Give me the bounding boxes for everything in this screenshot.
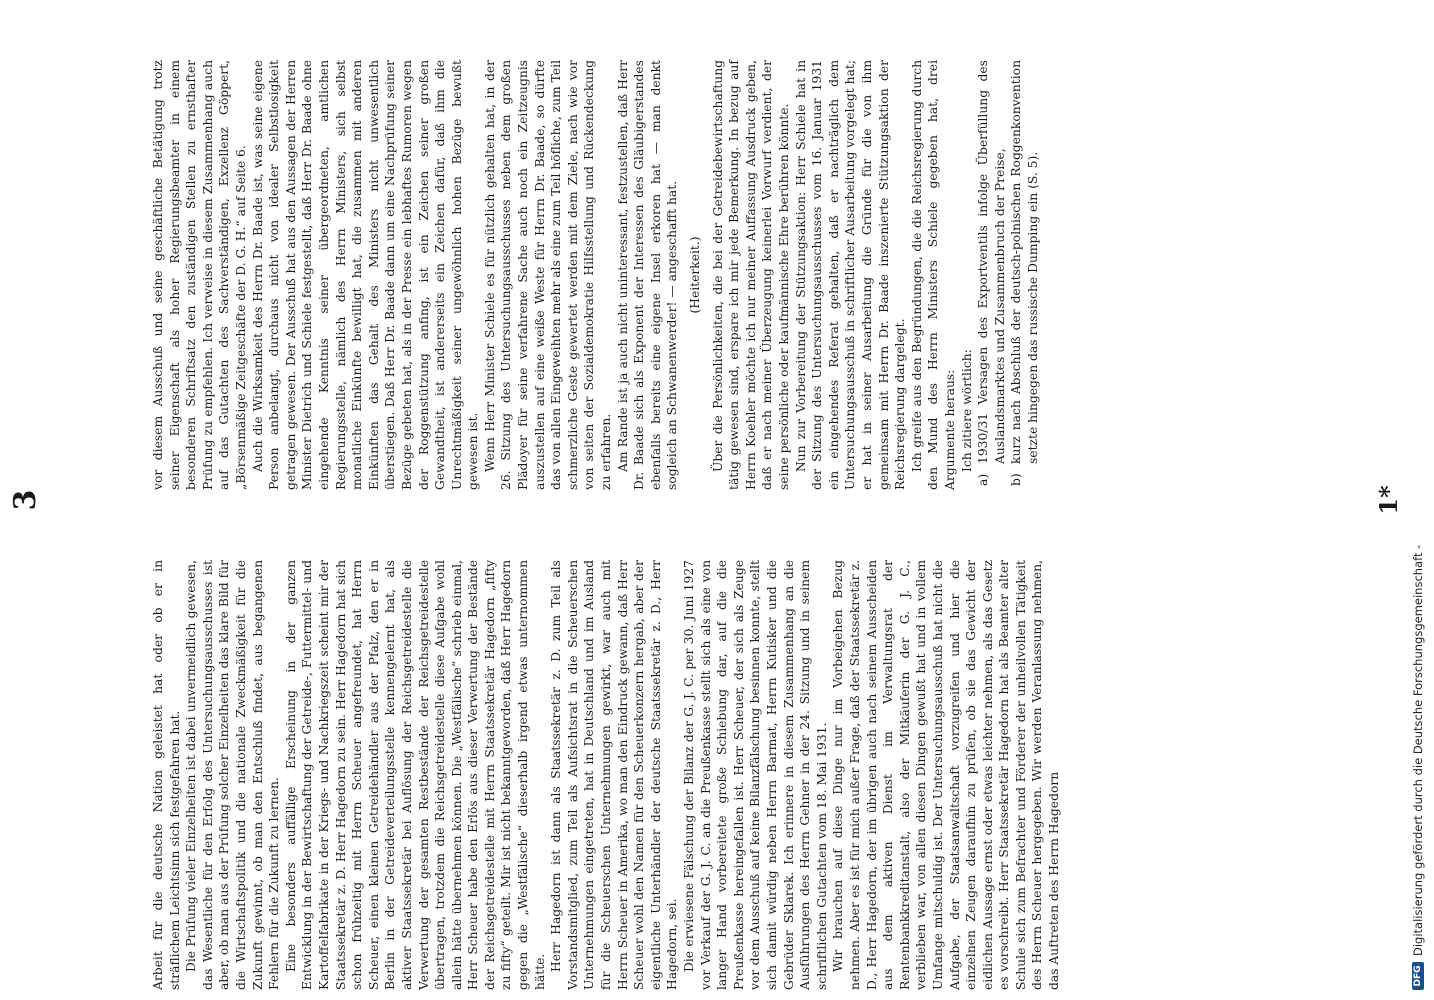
list-item-text: kurz nach Abschluß der deutsch-polnischen Roggenkonvention setzte hingegen das russische Dumping ein (S. 5). [1009, 60, 1040, 464]
paragraph: vor diesem Ausschuß und seine geschäftliche Betätigung trotz seiner Eigenschaft als hoher Regierungsbeamter in einem besonderen Schriftsatz den zuständigen Stellen zu ernsthafter Prüfung zu empfehlen. Ich verweise in diesem Zusammenhang auch auf das Gutachten des Sachverständigen, Exzellenz Göppert, „Börsenmäßige Zeitgeschäfte der D. G. H.“ auf Seite 6. [151, 60, 248, 490]
paragraph: Am Rande ist ja auch nicht uninteressant, festzustellen, daß Herr Dr. Baade sich als Exponent der Interessen des Gläubigerstandes ebenfalls bereits eine eigene Insel erkoren hat — man denkt sogleich an Schwanenwerder! — angeschafft hat. [615, 60, 680, 490]
paragraph: Die erwiesene Fälschung der Bilanz der G. J. C. per 30. Juni 1927 vor Verkauf der G. J. C. an die Preußenkasse stellt sich als eine von langer Hand vorbereitete große Schiebung dar, auf die die Preußenkasse hereingefallen ist. Herr Scheuer, der sich als Zeuge vor dem Ausschuß auf keine Bilanzfälschung besinnen konnte, stellt sich damit würdig neben Herrn Barmat, Herrn Kutisker und die Gebrüder Sklarek. Ich erinnere in diesem Zusammenhang an die Ausführungen des Herrn Gehner in der 24. Sitzung und in seinem schriftlichen Gutachten vom 18. Mai 1931. [682, 560, 829, 990]
text-column-right [150, 560, 1063, 990]
list-marker: b) [1009, 473, 1024, 486]
paragraph: Nun zur Vorbereitung der Stützungsaktion: Herr Schiele hat in der Sitzung des Untersuchungsausschusses vom 16. Januar 1931 ein eingehendes Referat gehalten, daß er nachträglich dem Untersuchungsausschuß in schriftlicher Ausarbeitung vorgelegt hat; er hat in seiner Ausarbeitung die Gründe für die von ihm gemeinsam mit Herrn Dr. Baade inszenierte Stützungsaktion der Reichsregierung dargelegt. [793, 60, 908, 490]
paragraph: Wenn Herr Minister Schiele es für nützlich gehalten hat, in der 26. Sitzung des Untersuchungsausschusses neben dem großen Plädoyer für seine verfahrene Sache auch noch ein Zeitzeugnis auszustellen auf eine weiße Weste für Herrn Dr. Baade, so dürfte das von allen Eingeweihten mehr als eine zum Teil höfliche, zum Teil schmerzliche Geste gewertet werden mit dem Ziele, nach wie vor von seiten der Sozialdemokratie Hilfsstellung und Rückendeckung zu erfahren. [482, 59, 614, 490]
interjection: (Heiterkeit.) [688, 236, 702, 314]
paragraph: Über die Persönlichkeiten, die bei der Getreidebewirtschaftung tätig gewesen sind, erspare ich mir jede Bemerkung. In bezug auf Herrn Koehler möchte ich nur meiner Auffassung Ausdruck geben, daß er nach meiner Überzeugung keinerlei Vorwurf verdient, der seine persönliche oder kaufmännische Ehre berühren könnte. [710, 60, 791, 490]
paragraph: Herr Hagedorn ist dann als Staatssekretär z. D. zum Teil als Vorstandsmitglied, zum Teil als Aufsichtsrat in die Scheuerschen Unternehmungen eingetreten, hat in Deutschland und im Ausland für die Scheuerschen Unternehmungen gewirkt, war auch mit Herrn Scheuer in Amerika, wo man den Eindruck gewann, daß Herr Scheuer wohl den Namen für den Scheuerkonzern hergab, aber der eigentliche Unterhändler der deutsche Staatssekretär z. D., Herr Hagedorn, sei. [549, 560, 680, 990]
paragraph: Arbeit für die deutsche Nation geleistet hat oder ob er in sträflichem Leichtsinn sich festgefahren hat. [151, 560, 182, 990]
list-marker: a) [976, 473, 991, 486]
digitization-credit [1406, 0, 1430, 1000]
signature-marker: 1* [1374, 485, 1403, 515]
paragraph: Ich greife aus den Begründungen, die die Reichsregierung durch den Mund des Herrn Ministers Schiele gegeben hat, drei Argumente heraus: [909, 60, 957, 490]
list-item [1008, 60, 1041, 486]
paragraph: Ich zitiere wörtlich: [959, 349, 974, 472]
dfg-logo: DFG [1412, 962, 1424, 990]
enumerated-list [975, 60, 1041, 490]
page-number: 3 [8, 489, 43, 511]
text-column-left [150, 60, 1041, 490]
paragraph: Wir brauchen auf diese Dinge nur im Vorbeigehen Bezug nehmen. Aber es ist für mich außer Frage, daß der Staatssekretär z. D., Herr Hagedorn, der im übrigen auch nach seinem Ausscheiden aus dem aktiven Dienst im Verwaltungsrat der Rentenbankkreditanstalt, also der Mitkäuferin der G. J. C., verblieben war, von allen diesen Dingen gewußt hat und in vollem Umfange mitschuldig ist. Der Untersuchungsausschuß hat nicht die Aufgabe, der Staatsanwaltschaft vorzugreifen und hier die einzelnen Zeugen daraufhin zu prüfen, ob sie das Gewicht der eidlichen Aussage ernst oder etwas leichter nehmen, als das Gesetz es vorschreibt. Herr Staatssekretär Hagedorn hat als Beamter alter Schule sich zum Befrachter und Förderer der unheilvollen Tätigkeit des Herrn Scheuer hergegeben. Wir werden Veranlassung nehmen, das Auftreten des Herrn Hagedorn [831, 560, 1062, 990]
paragraph: Eine besonders auffällige Erscheinung in der ganzen Entwicklung in der Bewirtschaftung der Getreide-, Futtermittel- und Kartoffelfabrikate in der Kriegs- und Nachkriegszeit scheint mir der Staatssekretär z. D. Herr Hagedorn zu sein. Herr Hagedorn hat sich schon frühzeitig mit Herrn Scheuer angefreundet, hat Herrn Scheuer, einen kleinen Getreidehändler aus der Pfalz, den er in Berlin in der Getreideverteilungsstelle kennengelernt hat, als aktiver Staatssekretär bei Auflösung der Reichsgetreidestelle die Verwertung der gesamten Restbestände der Reichsgetreidestelle übertragen, trotzdem die Reichsgetreidestelle diese Aufgabe wohl allein hätte übernehmen können. Die „Westfälische“ schrieb einmal, Herr Scheuer habe den Erlös aus dieser Verwertung der Bestände der Reichsgetreidestelle mit Herrn Staatssekretär Hagedorn „fifty zu fifty“ geteilt. Mir ist nicht bekanntgeworden, daß Herr Hagedorn gegen die „Westfälische“ dieserhalb irgend etwas unternommen hätte. [283, 560, 547, 990]
paragraph: Die Prüfung vieler Einzelheiten ist dabei unvermeidlich gewesen, das Wesentliche für den Erfolg des Untersuchungsausschusses ist aber, ob man aus der Prüfung solcher Einzelheiten das klare Bild für die Wirtschaftspolitik und die nationale Zweckmäßigkeit für die Zukunft gewinnt, ob man den Entschluß findet, aus begangenen Fehlern für die Zukunft zu lernen. [184, 560, 282, 990]
list-item-text: 1930/31 Versagen des Exportventils infolge Überfüllung des Auslandsmarktes und Zusammenbruch der Preise, [976, 60, 1007, 464]
list-item [975, 60, 1008, 486]
paragraph: Auch die Wirksamkeit des Herrn Dr. Baade ist, was seine eigene Person anbelangt, durchaus nicht von idealer Selbstlosigkeit getragen gewesen. Der Ausschuß hat aus den Aussagen der Herren Minister Dietrich und Schiele festgestellt, daß Herr Dr. Baade ohne eingehende Kenntnis seiner übergeordneten, amtlichen Regierungsstelle, nämlich des Herrn Ministers, sich selbst monatliche Einkünfte bewilligt hat, die zusammen mit anderen Einkünften das Gehalt des Ministers nicht unwesentlich überstiegen. Daß Herr Dr. Baade dann um eine Nachprüfung seiner Bezüge gebeten hat, als in der Presse ein lebhaftes Rumoren wegen der Roggenstützung anfing, ist ein Zeichen seiner großen Gewandtheit, ist andererseits ein Zeichen dafür, daß ihm die Unrechtmäßigkeit seiner ungewöhnlich hohen Bezüge bewußt gewesen ist. [250, 60, 481, 490]
credit-text: Digitalisierung gefördert durch die Deutsche Forschungsgemeinschaft - [1411, 544, 1425, 956]
